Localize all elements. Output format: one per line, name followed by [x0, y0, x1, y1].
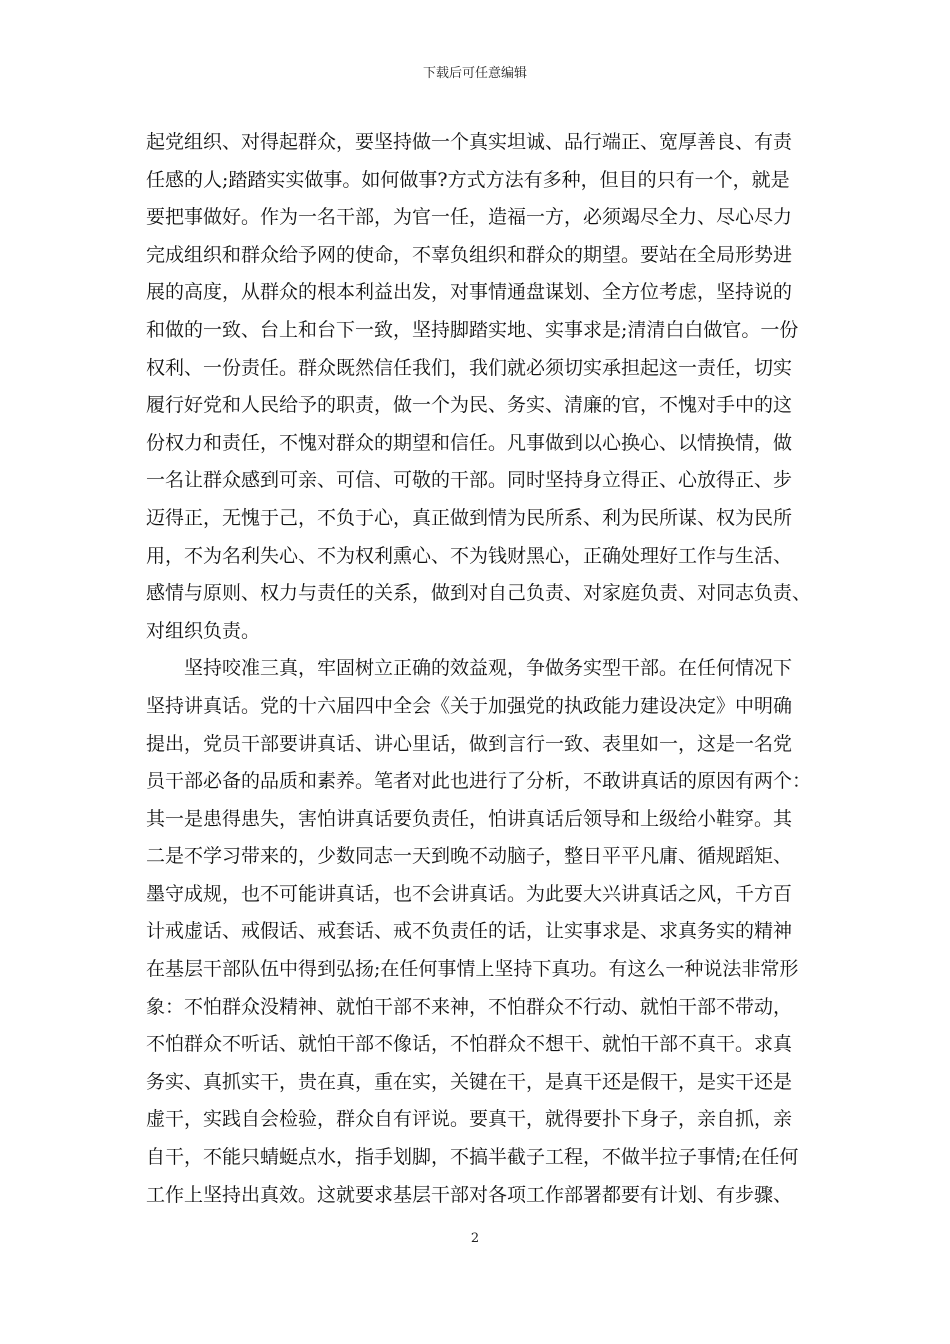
text-line: 迈得正，无愧于己，不负于心，真正做到情为民所系、利为民所谋、权为民所	[146, 506, 793, 529]
page-header	[0, 66, 950, 82]
text-line: 任感的人;踏踏实实做事。如何做事?方式方法有多种，但目的只有一个，就是	[146, 168, 790, 191]
text-line: 务实、真抓实干，贵在真，重在实，关键在干，是真干还是假干，是实干还是	[146, 1070, 793, 1093]
text-line: 对组织负责。	[146, 619, 261, 642]
text-line: 完成组织和群众给予网的使命，不辜负组织和群众的期望。要站在全局形势进	[146, 243, 793, 266]
text-line: 工作上坚持出真效。这就要求基层干部对各项工作部署都要有计划、有步骤、	[146, 1183, 793, 1206]
text-line: 员干部必备的品质和素养。笔者对此也进行了分析，不敢讲真话的原因有两个：	[146, 770, 812, 793]
text-line: 虚干，实践自会检验，群众自有评说。要真干，就得要扑下身子，亲自抓，亲	[146, 1108, 793, 1131]
text-line: 二是不学习带来的，少数同志一天到晚不动脑子，整日平平凡庸、循规蹈矩、	[146, 845, 793, 868]
text-line: 用，不为名利失心、不为权利熏心、不为钱财黑心，正确处理好工作与生活、	[146, 544, 793, 567]
text-line: 不怕群众不听话、就怕干部不像话，不怕群众不想干、就怕干部不真干。求真	[146, 1033, 793, 1056]
text-line: 象：不怕群众没精神、就怕干部不来神，不怕群众不行动、就怕干部不带动，	[146, 995, 793, 1018]
text-line: 要把事做好。作为一名干部，为官一任，造福一方，必须竭尽全力、尽心尽力	[146, 206, 793, 229]
text-line: 感情与原则、权力与责任的关系，做到对自己负责、对家庭负责、对同志负责、	[146, 582, 812, 605]
document-body	[146, 124, 836, 1214]
text-line: 权利、一份责任。群众既然信任我们，我们就必须切实承担起这一责任，切实	[146, 356, 793, 379]
text-line: 坚持讲真话。党的十六届四中全会《关于加强党的执政能力建设决定》中明确	[146, 694, 793, 717]
text-line: 展的高度，从群众的根本利益出发，对事情通盘谋划、全方位考虑，坚持说的	[146, 281, 793, 304]
text-line: 起党组织、对得起群众，要坚持做一个真实坦诚、品行端正、宽厚善良、有责	[146, 131, 793, 153]
page-footer	[0, 1231, 950, 1247]
text-line: 其一是患得患失，害怕讲真话要负责任，怕讲真话后领导和上级给小鞋穿。其	[146, 807, 793, 830]
page-number: 2	[470, 1231, 480, 1246]
text-line: 坚持咬准三真，牢固树立正确的效益观，争做务实型干部。在任何情况下	[146, 657, 793, 680]
text-line: 履行好党和人民给予的职责，做一个为民、务实、清廉的官，不愧对手中的这	[146, 394, 793, 417]
text-line: 份权力和责任，不愧对群众的期望和信任。凡事做到以心换心、以情换情，做	[146, 431, 793, 454]
header-note: 下载后可任意编辑	[422, 66, 527, 81]
text-line: 提出，党员干部要讲真话、讲心里话，做到言行一致、表里如一，这是一名党	[146, 732, 793, 755]
text-line: 一名让群众感到可亲、可信、可敬的干部。同时坚持身立得正、心放得正、步	[146, 469, 793, 492]
text-line: 自干，不能只蜻蜓点水，指手划脚，不搞半截子工程，不做半拉子事情;在任何	[146, 1146, 799, 1169]
text-line: 在基层干部队伍中得到弘扬;在任何事情上坚持下真功。有这么一种说法非常形	[146, 958, 799, 981]
text-line: 计戒虚话、戒假话、戒套话、戒不负责任的话，让实事求是、求真务实的精神	[146, 920, 793, 943]
text-line: 和做的一致、台上和台下一致，坚持脚踏实地、实事求是;清清白白做官。一份	[146, 318, 799, 341]
text-line: 墨守成规，也不可能讲真话，也不会讲真话。为此要大兴讲真话之风，千方百	[146, 882, 793, 905]
